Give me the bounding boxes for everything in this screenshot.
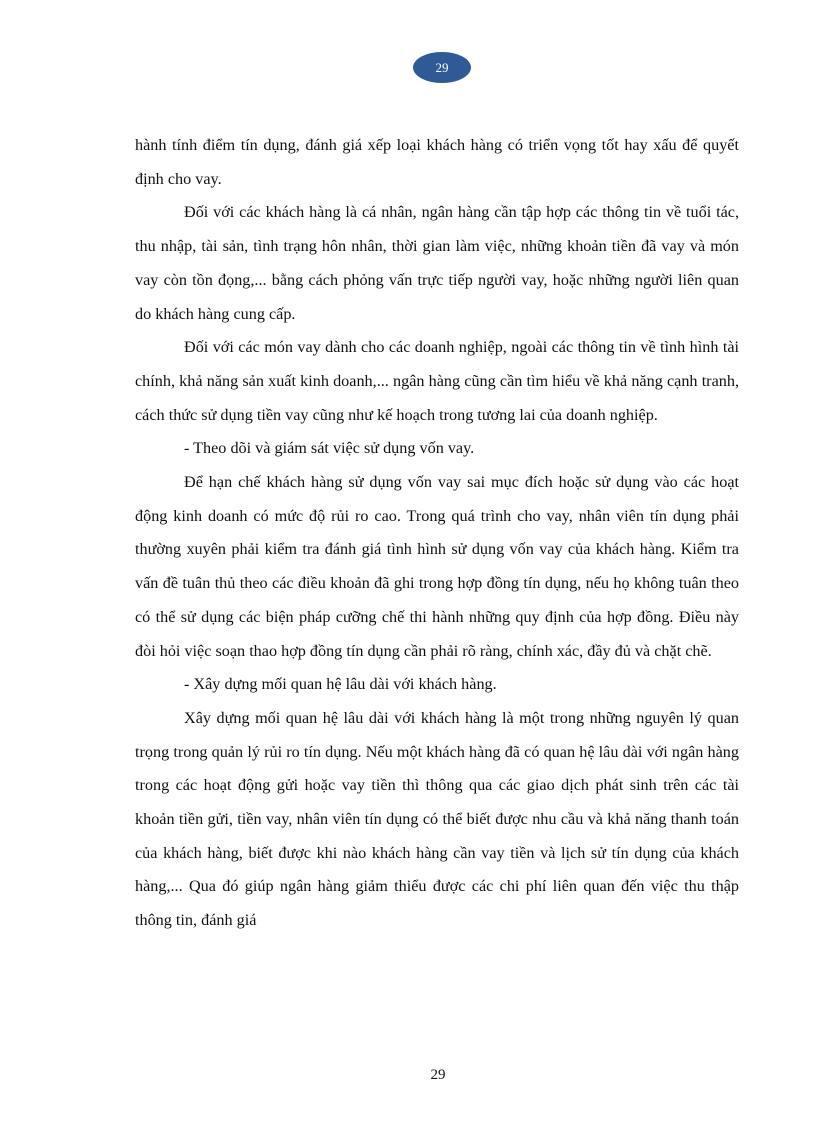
- document-body: [135, 129, 739, 938]
- footer-page-number: 29: [430, 1067, 446, 1083]
- paragraph-loan-supervision: Để hạn chế khách hàng sử dụng vốn vay sai mục đích hoặc sử dụng vào các hoạt động kinh doanh có mức độ rủi ro cao. Trong quá trình cho vay, nhân viên tín dụng phải thường xuyên phải kiểm tra đánh giá tình hình sử dụng vốn vay của khách hàng. Kiểm tra vấn đề tuân thủ theo các điều khoản đã ghi trong hợp đồng tín dụng, nếu họ không tuân theo có thể sử dụng các biện pháp cưỡng chế thi hành những quy định của hợp đồng. Điều này đòi hỏi việc soạn thao hợp đồng tín dụng cần phải rõ ràng, chính xác, đầy đủ và chặt chẽ.: [135, 473, 739, 660]
- paragraph-credit-scoring: hành tính điểm tín dụng, đánh giá xếp loại khách hàng có triển vọng tốt hay xấu để quyết định cho vay.: [135, 136, 739, 188]
- paragraph-individual-customers: Đối với các khách hàng là cá nhân, ngân hàng cần tập hợp các thông tin về tuổi tác, thu nhập, tài sản, tình trạng hôn nhân, thời gian làm việc, những khoản tiền đã vay và món vay còn tồn đọng,... bằng cách phỏng vấn trực tiếp người vay, hoặc những người liên quan do khách hàng cung cấp.: [135, 203, 739, 323]
- bullet-long-term-relationship: - Xây dựng mối quan hệ lâu dài với khách hàng.: [184, 675, 497, 694]
- bullet-monitor-loan-use: - Theo dõi và giám sát việc sử dụng vốn vay.: [184, 439, 475, 458]
- paragraph-relationship-building: Xây dựng mối quan hệ lâu dài với khách hàng là một trong những nguyên lý quan trọng trong quản lý rủi ro tín dụng. Nếu một khách hàng đã có quan hệ lâu dài với ngân hàng trong các hoạt động gửi hoặc vay tiền thì thông qua các giao dịch phát sinh trên các tài khoản tiền gửi, tiền vay, nhân viên tín dụng có thể biết được nhu cầu và khả năng thanh toán của khách hàng, biết được khi nào khách hàng cần vay tiền và lịch sử tín dụng của khách hàng,... Qua đó giúp ngân hàng giảm thiểu được các chi phí liên quan đến việc thu thập thông tin, đánh giá: [135, 708, 739, 930]
- paragraph-business-loans: Đối với các món vay dành cho các doanh nghiệp, ngoài các thông tin về tình hình tài chính, khả năng sản xuất kinh doanh,... ngân hàng cũng cần tìm hiểu về khả năng cạnh tranh, cách thức sử dụng tiền vay cũng như kế hoạch trong tương lai của doanh nghiệp.: [135, 338, 739, 424]
- page-number-badge: 29: [413, 52, 471, 83]
